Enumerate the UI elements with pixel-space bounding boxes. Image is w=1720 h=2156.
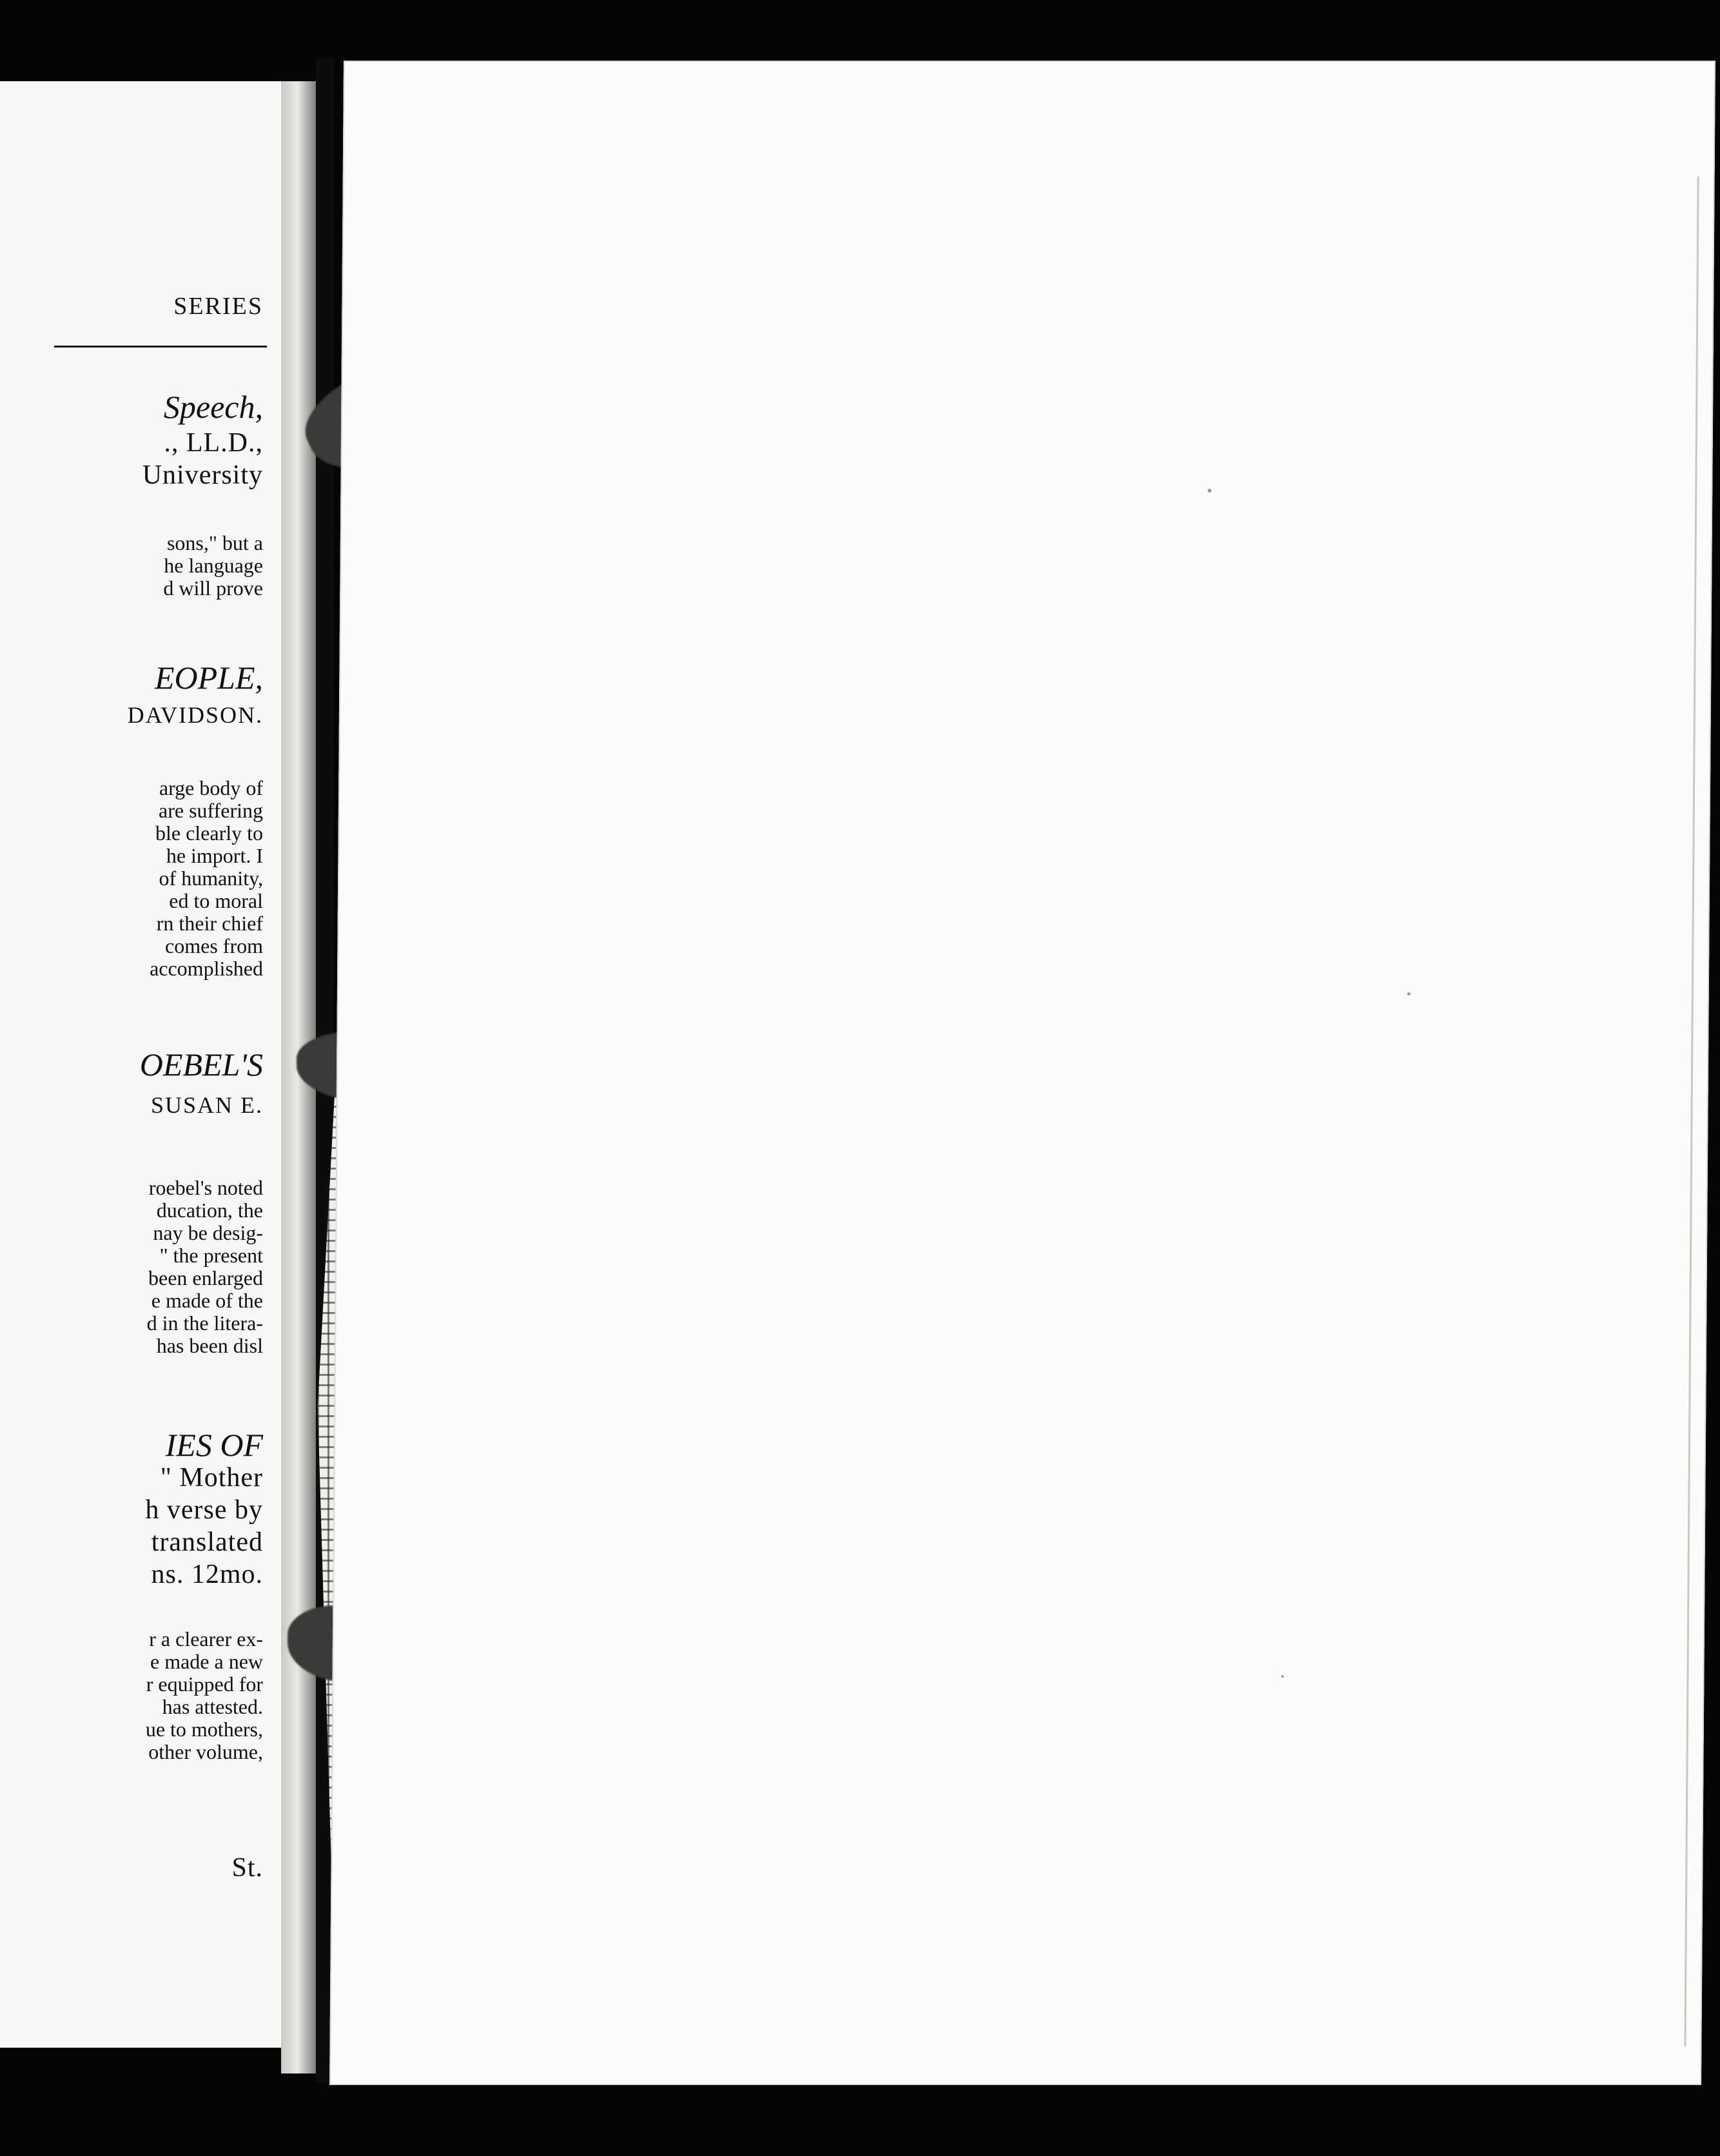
left-page-text-line: accomplished <box>150 957 263 980</box>
left-page-text-line: other volume, <box>148 1740 263 1763</box>
left-page-text-line: OEBEL'S <box>139 1046 263 1083</box>
left-page-text-line: roebel's noted <box>148 1176 263 1199</box>
left-page-text-line: d will prove <box>163 576 263 600</box>
paper-speck <box>1281 1675 1284 1678</box>
left-page-text-line: e made a new <box>150 1650 263 1673</box>
left-page-text-line: h verse by <box>145 1495 263 1525</box>
left-page-text-line: r a clearer ex- <box>149 1627 263 1651</box>
left-page-text-line: translated <box>151 1527 263 1557</box>
left-page-text-line: SUSAN E. <box>150 1092 263 1118</box>
left-page-text-line: d in the litera- <box>146 1311 263 1335</box>
left-page-text-line: sons," but a <box>166 531 263 554</box>
left-page-text-line: are suffering <box>159 799 263 822</box>
left-page-text-line: ue to mothers, <box>145 1718 263 1741</box>
left-page-text-line: he language <box>164 554 263 577</box>
right-blank-endpaper <box>329 61 1715 2085</box>
left-page-text-line: ducation, the <box>156 1199 263 1222</box>
left-page-text-line: ble clearly to <box>155 821 263 845</box>
left-page-text-line: Speech, <box>163 389 263 425</box>
paper-speck <box>1207 489 1211 493</box>
left-page-text-line: ns. 12mo. <box>151 1560 263 1589</box>
left-page-text-line: e made of the <box>151 1289 263 1312</box>
left-page-text-line: has attested. <box>162 1695 263 1718</box>
left-page-text-line: " Mother <box>160 1463 263 1493</box>
left-page-text-line: r equipped for <box>146 1672 263 1696</box>
left-page-text-line: University <box>142 460 263 490</box>
left-page-text-line: DAVIDSON. <box>127 702 263 728</box>
left-page-text-line: of humanity, <box>159 867 263 890</box>
left-page-text-line: St. <box>231 1853 263 1883</box>
series-heading: SERIES <box>173 293 263 320</box>
left-page-text-line: been enlarged <box>148 1266 263 1289</box>
page-edge-shadow <box>1684 177 1699 2046</box>
left-page-text-line: comes from <box>165 934 263 957</box>
left-page-text-line: EOPLE, <box>154 660 263 696</box>
left-page-text-line: ed to moral <box>169 889 263 912</box>
heading-rule <box>54 346 267 348</box>
left-page-text-line: nay be desig- <box>153 1221 263 1244</box>
left-page-text-line: rn their chief <box>156 912 263 935</box>
left-page-text-line: he import. I <box>166 844 263 867</box>
paper-speck <box>1407 992 1411 995</box>
left-page-text-line: has been disl <box>156 1334 263 1357</box>
left-page-text-line: IES OF <box>165 1427 263 1463</box>
left-page-text-line: ., LL.D., <box>164 428 263 458</box>
left-page-text-line: arge body of <box>159 776 263 799</box>
left-page-text-line: " the present <box>159 1244 263 1267</box>
left-page-advertisement <box>0 81 281 2048</box>
